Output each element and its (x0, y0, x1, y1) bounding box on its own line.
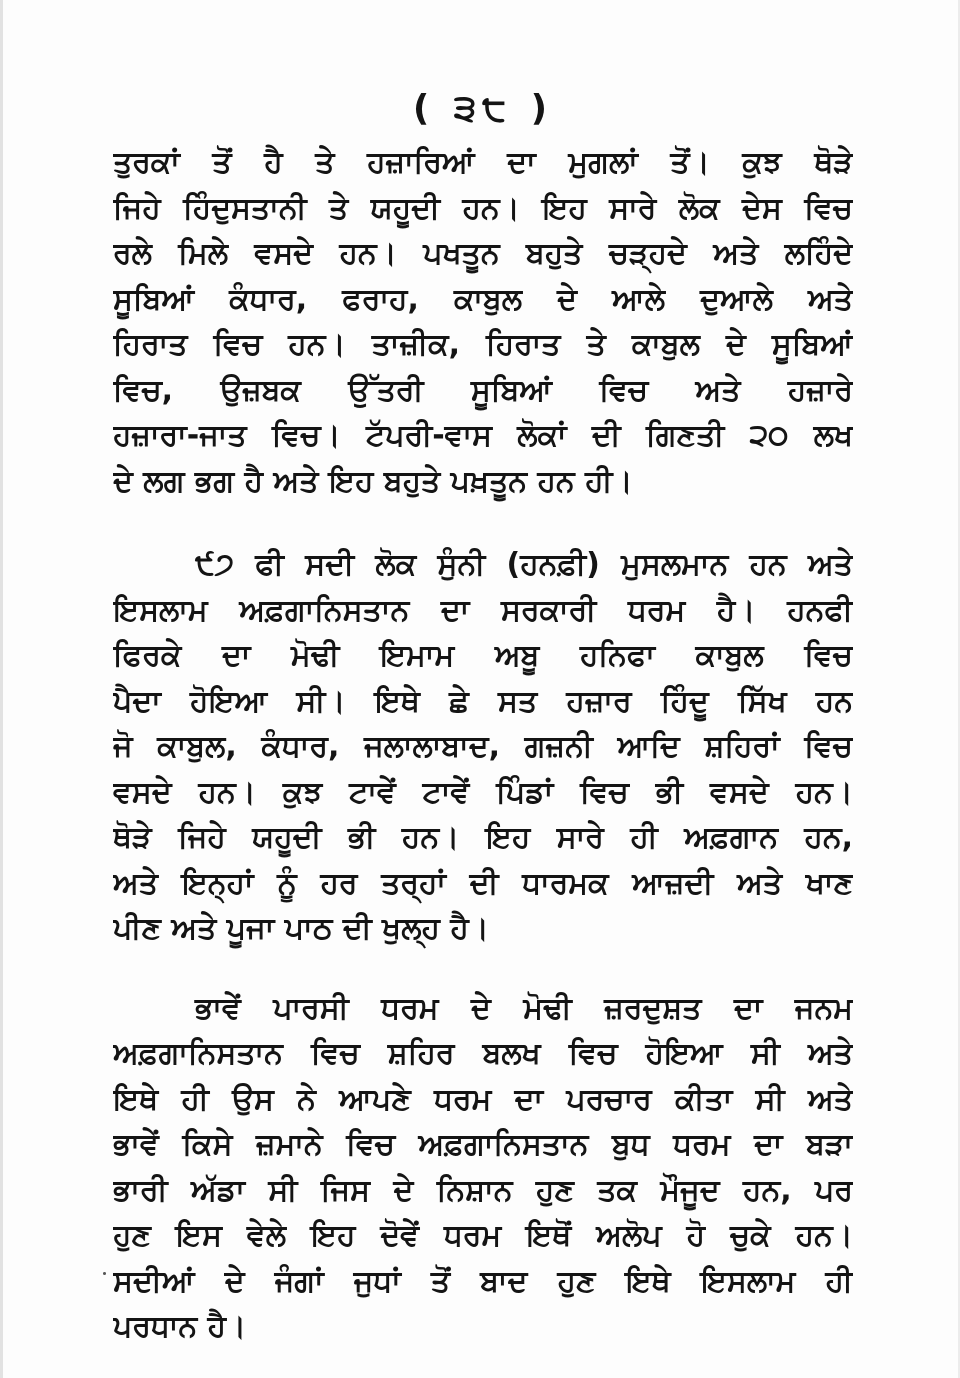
text-line: ਇਸਲਾਮ ਅਫ਼ਗਾਨਿਸਤਾਨ ਦਾ ਸਰਕਾਰੀ ਧਰਮ ਹੈ। ਹਨਫੀ (113, 592, 853, 628)
text-line: ਹਿਰਾਤ ਵਿਚ ਹਨ। ਤਾਜ਼ੀਕ, ਹਿਰਾਤ ਤੇ ਕਾਬੁਲ ਦੇ ਸੂਬਿਆਂ (113, 327, 853, 362)
text-line: ਅਤੇ ਇਨ੍ਹਾਂ ਨੂੰ ਹਰ ਤਰ੍ਹਾਂ ਦੀ ਧਾਰਮਕ ਆਜ਼ਦੀ ਅਤੇ ਖਾਣ (113, 865, 853, 901)
text-line: ਫਿਰਕੇ ਦਾ ਮੋਢੀ ਇਮਾਮ ਅਬੂ ਹਨਿਫਾ ਕਾਬੁਲ ਵਿਚ (113, 638, 853, 673)
text-line: ਸੂਬਿਆਂ ਕੰਧਾਰ, ਫਰਾਹ, ਕਾਬੁਲ ਦੇ ਆਲੇ ਦੁਆਲੇ ਅਤੇ (113, 281, 853, 317)
text-line: ਭਾਵੇਂ ਪਾਰਸੀ ਧਰਮ ਦੇ ਮੋਢੀ ਜ਼ਰਦੁਸ਼ਤ ਦਾ ਜਨਮ (195, 990, 853, 1026)
scan-speck (103, 1272, 106, 1275)
text-line: ਪੀਣ ਅਤੇ ਪੂਜਾ ਪਾਠ ਦੀ ਖੁਲ੍ਹ ਹੈ। (113, 911, 489, 946)
text-line: ਦੇ ਲਗ ਭਗ ਹੈ ਅਤੇ ਇਹ ਬਹੁਤੇ ਪਖ਼ਤੂਨ ਹਨ ਹੀ। (113, 463, 633, 499)
text-line: ਜੋ ਕਾਬੁਲ, ਕੰਧਾਰ, ਜਲਾਲਾਬਾਦ, ਗਜ਼ਨੀ ਆਦਿ ਸ਼ਹਿਰਾਂ ਵਿਚ (113, 729, 853, 764)
text-line: ਤੁਰਕਾਂ ਤੋਂ ਹੈ ਤੇ ਹਜ਼ਾਰਿਆਂ ਦਾ ਮੁਗਲਾਂ ਤੋਂ। ਕੁਝ ਥੋੜੇ (113, 145, 853, 180)
text-line: ਹਜ਼ਾਰਾ-ਜਾਤ ਵਿਚ। ਟੱਪਰੀ-ਵਾਸ ਲੋਕਾਂ ਦੀ ਗਿਣਤੀ ੨੦ ਲਖ (113, 418, 853, 453)
paragraph (113, 542, 853, 952)
text-line: ਸਦੀਆਂ ਦੇ ਜੰਗਾਂ ਜੁਧਾਂ ਤੋਂ ਬਾਦ ਹੁਣ ਇਥੇ ਇਸਲਾਮ ਹੀ (113, 1263, 853, 1299)
text-line: ਜਿਹੇ ਹਿੰਦੁਸਤਾਨੀ ਤੇ ਯਹੂਦੀ ਹਨ। ਇਹ ਸਾਰੇ ਲੋਕ ਦੇਸ ਵਿਚ (113, 190, 853, 226)
text-line: ਇਥੇ ਹੀ ਉਸ ਨੇ ਆਪਣੇ ਧਰਮ ਦਾ ਪਰਚਾਰ ਕੀਤਾ ਸੀ ਅਤੇ (113, 1081, 853, 1117)
paragraph-gap (113, 504, 853, 542)
body-text (113, 140, 853, 1350)
text-line: ਵਿਚ, ਉਜ਼ਬਕ ਉੱਤਰੀ ਸੂਬਿਆਂ ਵਿਚ ਅਤੇ ਹਜ਼ਾਰੇ (113, 372, 853, 408)
text-line: ਭਾਰੀ ਅੱਡਾ ਸੀ ਜਿਸ ਦੇ ਨਿਸ਼ਾਨ ਹੁਣ ਤਕ ਮੌਜੂਦ ਹਨ, ਪਰ (113, 1172, 853, 1208)
paragraph (113, 986, 853, 1350)
text-line: ੯੭ ਫੀ ਸਦੀ ਲੋਕ ਸੁੰਨੀ (ਹਨਫ਼ੀ) ਮੁਸਲਮਾਨ ਹਨ ਅਤੇ (195, 547, 853, 582)
text-line: ਭਾਵੇਂ ਕਿਸੇ ਜ਼ਮਾਨੇ ਵਿਚ ਅਫ਼ਗਾਨਿਸਤਾਨ ਬੁਧ ਧਰਮ ਦਾ ਬੜਾ (113, 1127, 853, 1162)
page-number: ( ੩੮ ) (412, 88, 554, 129)
text-line: ਵਸਦੇ ਹਨ। ਕੁਝ ਟਾਵੇਂ ਟਾਵੇਂ ਪਿੰਡਾਂ ਵਿਚ ਭੀ ਵਸਦੇ ਹਨ। (113, 774, 853, 810)
text-line: ਰਲੇ ਮਿਲੇ ਵਸਦੇ ਹਨ। ਪਖਤੂਨ ਬਹੁਤੇ ਚੜ੍ਹਦੇ ਅਤੇ ਲਹਿੰਦੇ (113, 236, 853, 271)
text-line: ਪੈਦਾ ਹੋਇਆ ਸੀ। ਇਥੇ ਛੇ ਸਤ ਹਜ਼ਾਰ ਹਿੰਦੂ ਸਿੱਖ ਹਨ (113, 683, 853, 719)
paragraph-gap (113, 952, 853, 986)
text-line: ਅਫ਼ਗਾਨਿਸਤਾਨ ਵਿਚ ਸ਼ਹਿਰ ਬਲਖ ਵਿਚ ਹੋਇਆ ਸੀ ਅਤੇ (113, 1036, 853, 1071)
paragraph (113, 140, 853, 504)
text-line: ਹੁਣ ਇਸ ਵੇਲੇ ਇਹ ਦੋਵੇਂ ਧਰਮ ਇਥੋਂ ਅਲੋਪ ਹੋ ਚੁਕੇ ਹਨ। (113, 1218, 853, 1253)
text-line: ਪਰਧਾਨ ਹੈ। (113, 1309, 247, 1344)
text-line: ਥੋੜੇ ਜਿਹੇ ਯਹੂਦੀ ਭੀ ਹਨ। ਇਹ ਸਾਰੇ ਹੀ ਅਫ਼ਗਾਨ ਹਨ, (113, 820, 853, 855)
